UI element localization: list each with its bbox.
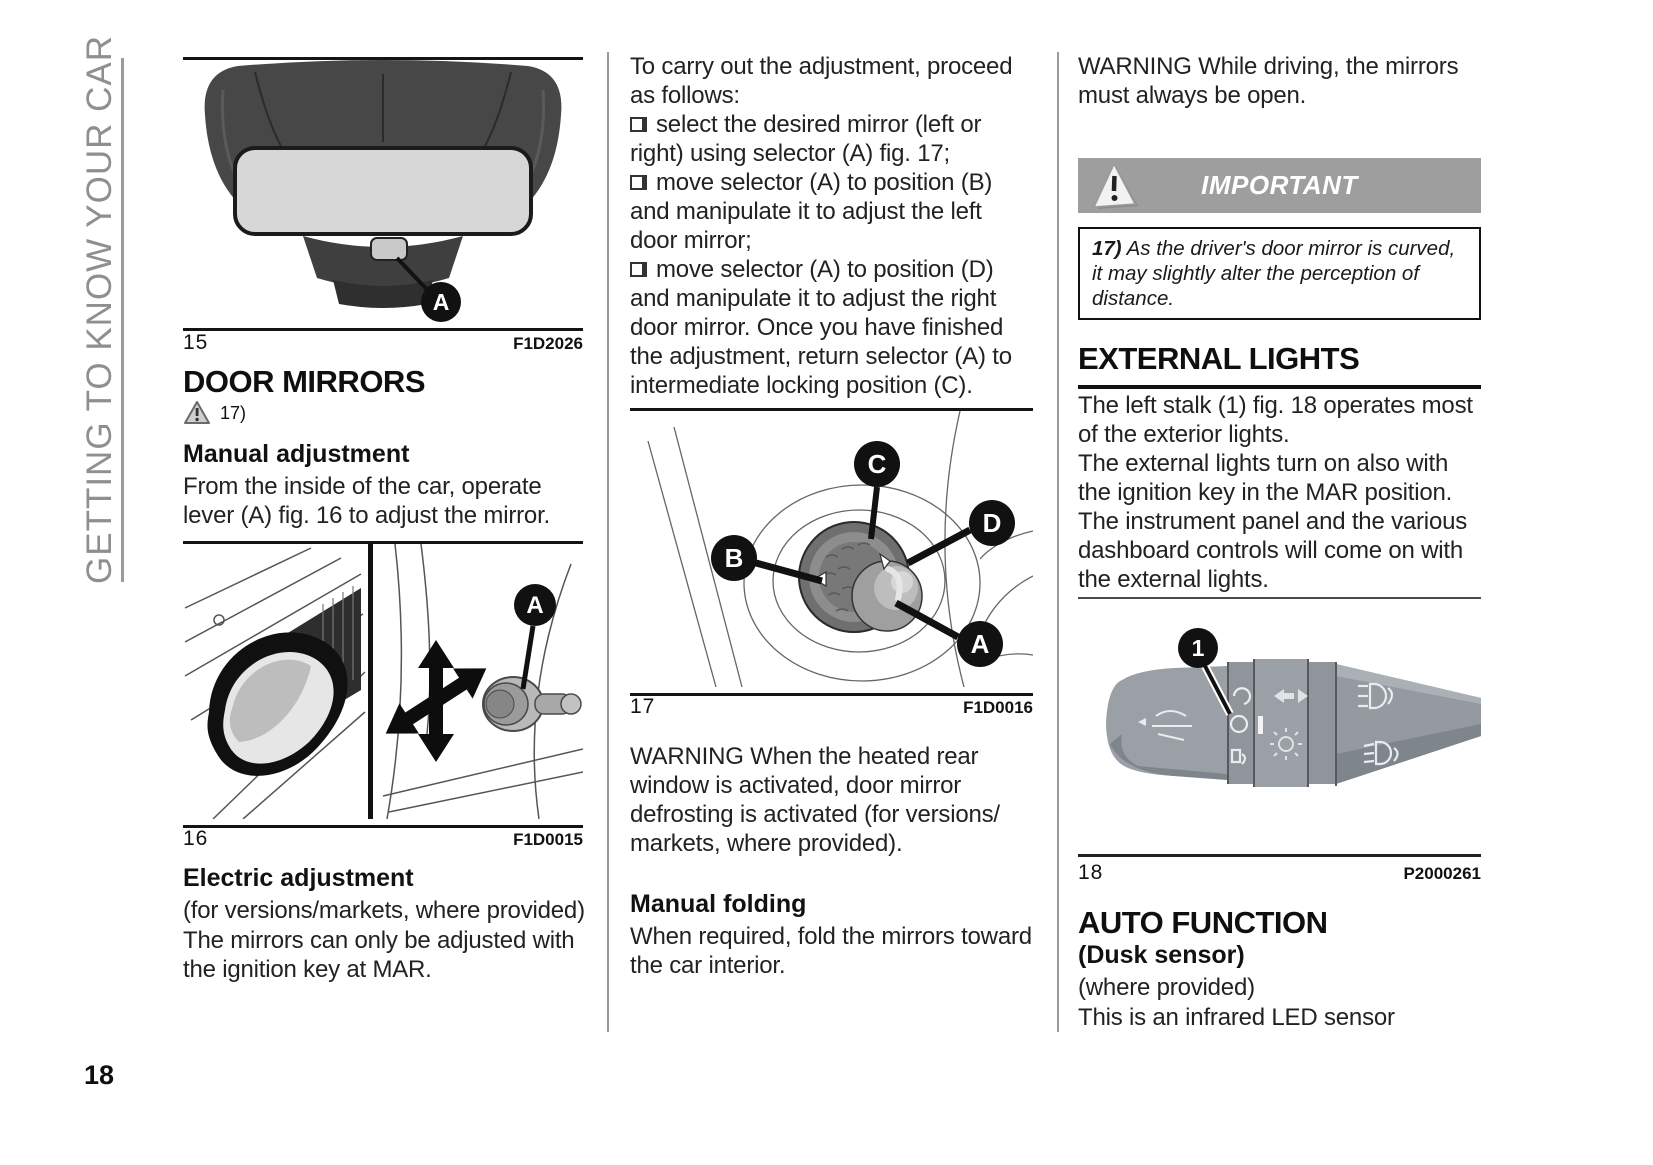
auto-function-heading: AUTO FUNCTION <box>1078 905 1328 940</box>
figure-17-caption <box>630 695 1033 719</box>
callout-letter-a: A <box>432 289 450 315</box>
procedure-step: select the desired mirror (left or right) using selector (A) fig. 17; <box>630 111 982 167</box>
figure-18-top-rule <box>1078 597 1481 599</box>
callout-letter-b: B <box>724 543 744 573</box>
electric-adjustment-line1: (for versions/markets, where provided) <box>183 897 585 924</box>
procedure-step: move selector (A) to position (B) and manipulate it to adjust the left door mirror; <box>630 169 993 254</box>
important-warning-triangle-icon <box>1088 162 1140 217</box>
sidebar-chapter-title: GETTING TO KNOW YOUR CAR <box>80 34 119 584</box>
column-divider-right <box>1057 52 1059 1032</box>
callout-leader-d <box>908 530 970 563</box>
electric-adjustment-heading: Electric adjustment <box>183 864 414 892</box>
heated-window-warning: WARNING When the heated rear window is activated, door mirror defrosting is activated (for versions/ markets, where provided). <box>630 743 1000 857</box>
important-banner-label: IMPORTANT <box>1201 170 1358 200</box>
warning-triangle-icon <box>183 400 211 426</box>
door-mirrors-heading: DOOR MIRRORS <box>183 364 425 399</box>
figure-15-code: F1D2026 <box>513 334 583 353</box>
callout-number-1: 1 <box>1191 635 1205 661</box>
procedure-intro: To carry out the adjustment, proceed as follows: <box>630 53 1013 109</box>
figure-16-caption <box>183 827 583 851</box>
electric-adjustment-body: The mirrors can only be adjusted with the ignition key at MAR. <box>183 927 575 983</box>
figure-18-number: 18 <box>1078 861 1104 884</box>
where-provided-note: (where provided) <box>1078 974 1255 1001</box>
square-bullet-icon <box>630 117 647 132</box>
note-text: As the driver's door mirror is curved, it may slightly alter the perception of distance. <box>1092 237 1456 310</box>
callout-letter-c: C <box>867 449 887 479</box>
manual-folding-body: When required, fold the mirrors toward the car interior. <box>630 923 1032 979</box>
door-mirror-illustration <box>183 544 583 819</box>
external-lights-para1: The left stalk (1) fig. 18 operates most of the exterior lights. <box>1078 392 1473 448</box>
figure-16-number: 16 <box>183 827 209 850</box>
door-mirrors-warning-ref <box>183 400 246 426</box>
figure-15-caption <box>183 331 583 355</box>
external-lights-paragraphs <box>1078 391 1481 594</box>
figure-17-mirror-selector <box>630 408 1033 696</box>
manual-adjustment-heading: Manual adjustment <box>183 440 410 468</box>
driving-warning: WARNING While driving, the mirrors must always be open. <box>1078 53 1459 109</box>
callout-letter-a: A <box>970 629 990 659</box>
procedure-step: move selector (A) to position (D) and manipulate it to adjust the right door mirror. Once you have finished the adjustment, return selector (A) to intermediate locking position (C). <box>630 256 1012 399</box>
interior-mirror-illustration <box>183 60 583 322</box>
selector-knob-illustration <box>630 411 1033 687</box>
infrared-sensor-body: This is an infrared LED sensor <box>1078 1004 1395 1031</box>
figure-17-number: 17 <box>630 695 656 718</box>
figure-18-caption <box>1078 861 1481 885</box>
external-lights-heading: EXTERNAL LIGHTS <box>1078 341 1481 389</box>
square-bullet-icon <box>630 175 647 190</box>
light-stalk-photo <box>1078 604 1481 852</box>
column-divider-left <box>607 52 609 1032</box>
sidebar-divider <box>121 58 124 582</box>
figure-15-number: 15 <box>183 331 209 354</box>
external-lights-para2: The external lights turn on also with the ignition key in the MAR position. <box>1078 450 1453 506</box>
figure-18-light-stalk <box>1078 604 1481 852</box>
manual-adjustment-body: From the inside of the car, operate lever (A) fig. 16 to adjust the mirror. <box>183 473 551 529</box>
callout-letter-a: A <box>526 592 544 619</box>
figure-16-door-mirror <box>183 541 583 828</box>
square-bullet-icon <box>630 262 647 277</box>
important-banner <box>1078 158 1481 213</box>
callout-letter-d: D <box>982 508 1002 538</box>
figure-18-code: P2000261 <box>1403 864 1481 883</box>
figure-15-interior-mirror <box>183 57 583 331</box>
adjustment-procedure <box>630 52 1033 400</box>
figure-17-code: F1D0016 <box>963 698 1033 717</box>
note-box-17 <box>1078 227 1481 320</box>
figure-18-bottom-rule <box>1078 854 1481 857</box>
note-ref-number: 17) <box>1092 237 1122 260</box>
page-number: 18 <box>84 1060 115 1090</box>
manual-folding-heading: Manual folding <box>630 890 807 918</box>
warning-ref-number: 17) <box>220 402 247 423</box>
figure-16-code: F1D0015 <box>513 830 583 849</box>
external-lights-para3: The instrument panel and the various dashboard controls will come on with the external lights. <box>1078 508 1468 593</box>
dusk-sensor-subheading: (Dusk sensor) <box>1078 941 1245 969</box>
